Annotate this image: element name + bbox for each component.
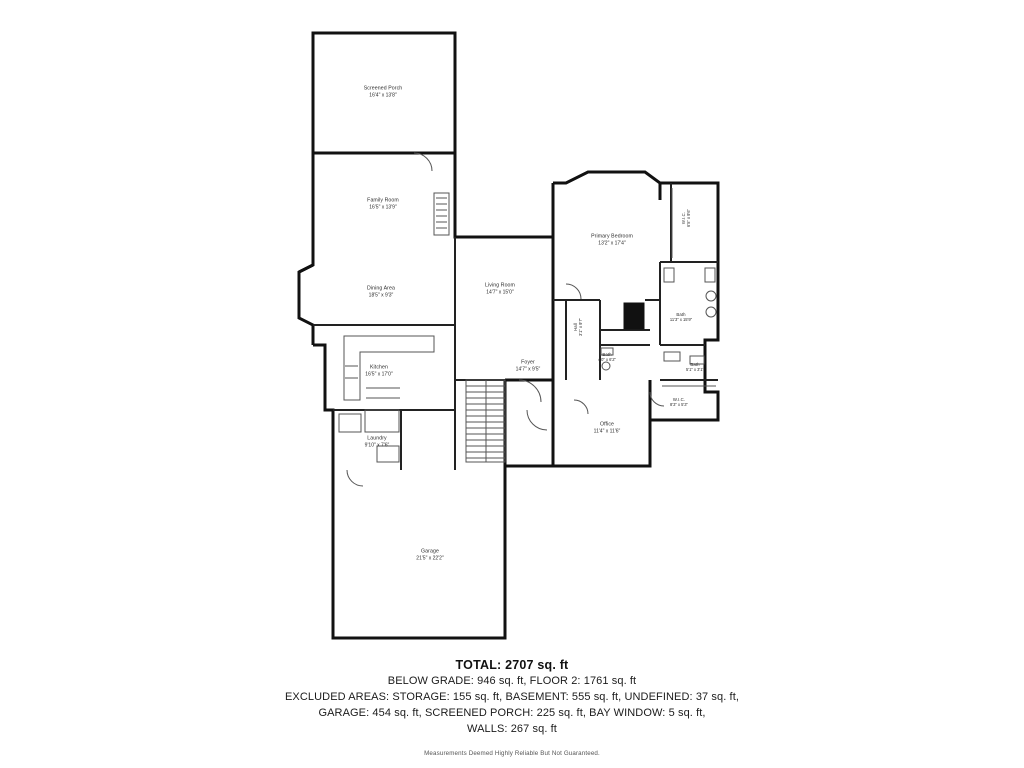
room-dimensions: 18'5" x 9'3" — [368, 292, 394, 299]
room-name: Hall — [572, 323, 578, 331]
room-dimensions: 11'3" x 15'9" — [669, 317, 693, 323]
summary-line: EXCLUDED AREAS: STORAGE: 155 sq. ft, BASEMENT: 555 sq. ft, UNDEFINED: 37 sq. ft, — [284, 690, 740, 703]
room-name: Office — [599, 421, 615, 428]
room-name: W.I.C. — [680, 211, 686, 225]
room-name: Bath — [676, 311, 686, 317]
room-name: Dining Area — [367, 285, 395, 292]
room-name: Foyer — [521, 359, 535, 366]
room-dimensions: 11'4" x 11'6" — [593, 428, 621, 435]
room-name: Kitchen — [369, 364, 389, 371]
room-name: Bath — [690, 361, 700, 367]
summary-line: BELOW GRADE: 946 sq. ft, FLOOR 2: 1761 sq. ft — [387, 675, 637, 687]
room-name: Family Room — [367, 197, 399, 204]
total-area: TOTAL: 2707 sq. ft — [455, 658, 569, 672]
room-name: Living Room — [485, 282, 515, 289]
room-name: Laundry — [367, 435, 387, 442]
room-dimensions: 16'5" x 13'9" — [369, 204, 397, 211]
room-dimensions: 5'1" x 3'1" — [686, 367, 704, 373]
room-dimensions: 16'4" x 13'8" — [369, 92, 397, 99]
room-dimensions: 16'5" x 17'0" — [365, 371, 393, 378]
room-dimensions: 13'2" x 17'4" — [598, 240, 626, 247]
room-dimensions: 9'10" x 7'6" — [364, 442, 390, 449]
room-name: Primary Bedroom — [591, 233, 633, 240]
room-dimensions: 14'7" x 15'0" — [486, 289, 514, 296]
room-dimensions: 21'5" x 22'2" — [416, 555, 444, 562]
room-dimensions: 4'0" x 6'2" — [598, 357, 616, 363]
room-name: Screened Porch — [363, 85, 403, 92]
room-name: Bath — [602, 351, 612, 357]
room-dimensions: 6'5" x 9'6" — [686, 209, 692, 227]
summary-line: WALLS: 267 sq. ft — [467, 722, 557, 735]
disclaimer-text: Measurements Deemed Highly Reliable But Not Guaranteed. — [424, 749, 600, 757]
interior-walls — [313, 183, 718, 470]
room-dimensions: 3'1" x 9'7" — [578, 318, 584, 336]
room-dimensions: 8'3" x 5'3" — [670, 402, 688, 408]
area-summary — [0, 658, 1024, 757]
room-name: W.I.C. — [672, 396, 686, 402]
summary-line: GARAGE: 454 sq. ft, SCREENED PORCH: 225 sq. ft, BAY WINDOW: 5 sq. ft, — [318, 706, 706, 719]
room-name: Garage — [421, 548, 439, 555]
room-dimensions: 14'7" x 9'5" — [515, 366, 541, 373]
